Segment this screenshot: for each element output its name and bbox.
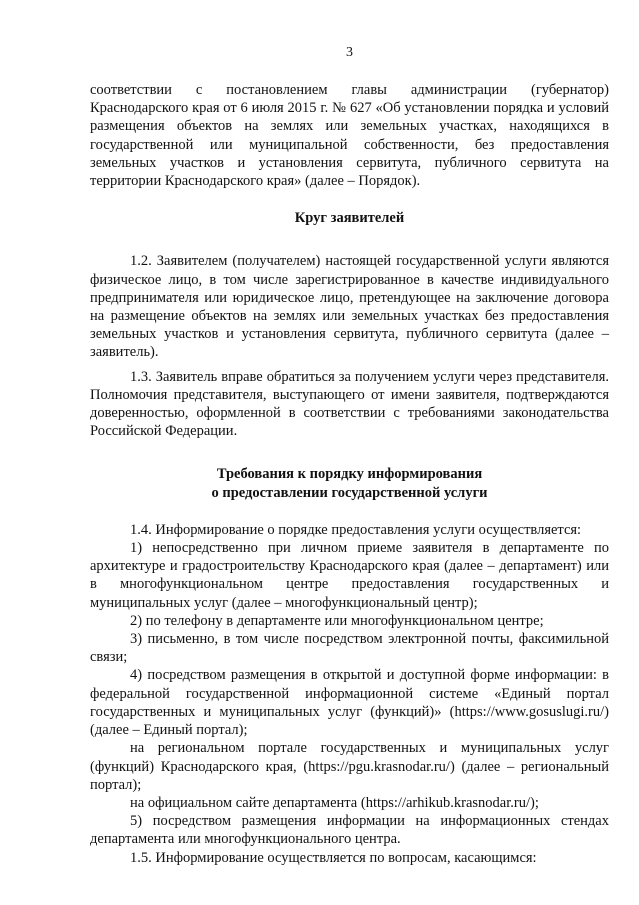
paragraph-1-5: 1.5. Информирование осуществляется по вопросам, касающимся: <box>130 849 537 866</box>
document-body <box>90 81 609 867</box>
list-item-4-regional: на региональном портале государственных и муниципальных услуг (функций) Краснодарского края, (https://pgu.krasnodar.ru/) (далее – региональный портал); <box>90 740 609 793</box>
list-item-1: 1) непосредственно при личном приеме заявителя в департаменте по архитектуре и градостроительству Краснодарского края (далее – департамент) или в многофункциональном центре предоставления государственных и муниципальных услуг (далее – многофункциональный центр); <box>90 540 609 611</box>
paragraph-1-3: 1.3. Заявитель вправе обратиться за получением услуги через представителя. Полномочия представителя, выступающего от имени заявителя, подтверждаются доверенностью, оформленной в соответствии с требованиями законодательства Российской Федерации. <box>90 368 609 440</box>
section-title-informing-line2: о предоставлении государственной услуги <box>211 484 488 501</box>
page-number: 3 <box>346 45 353 60</box>
list-item-5: 5) посредством размещения информации на информационных стендах департамента или многофункционального центра. <box>90 813 609 848</box>
list-item-3: 3) письменно, в том числе посредством электронной почты, факсимильной связи; <box>90 631 609 666</box>
section-title-informing-line1: Требования к порядку информирования <box>216 466 483 483</box>
paragraph-1-4: 1.4. Информирование о порядке предоставления услуги осуществляется: <box>130 521 582 538</box>
intro-paragraph: соответствии с постановлением главы администрации (губернатор) Краснодарского края от 6 июля 2015 г. № 627 «Об установлении порядка и условий размещения объектов на землях или земельных участках, находящихся в государственной или муниципальной собственности, без предоставления земельных участков и установления сервитута, публичного сервитута на территории Краснодарского края» (далее – Порядок). <box>90 82 609 190</box>
list-item-4: 4) посредством размещения в открытой и доступной форме информации: в федеральной государственной информационной системе «Единый портал государственных и муниципальных услуг (функций)» (https://www.gosuslugi.ru/) (далее – Единый портал); <box>90 667 609 739</box>
list-item-4-official: на официальном сайте департамента (https://arhikub.krasnodar.ru/); <box>130 794 539 811</box>
list-item-2: 2) по телефону в департаменте или многофункциональном центре; <box>130 612 544 629</box>
paragraph-1-2: 1.2. Заявителем (получателем) настоящей государственной услуги являются физическое лицо, в том числе зарегистрированное в качестве индивидуального предпринимателя или юридическое лицо, претендующее на заключение договора на размещение объектов на землях или земельных участках без предоставления земельных участков и установления сервитута, публичного сервитута (далее – заявитель). <box>90 253 609 361</box>
section-title-applicants: Круг заявителей <box>294 210 405 227</box>
